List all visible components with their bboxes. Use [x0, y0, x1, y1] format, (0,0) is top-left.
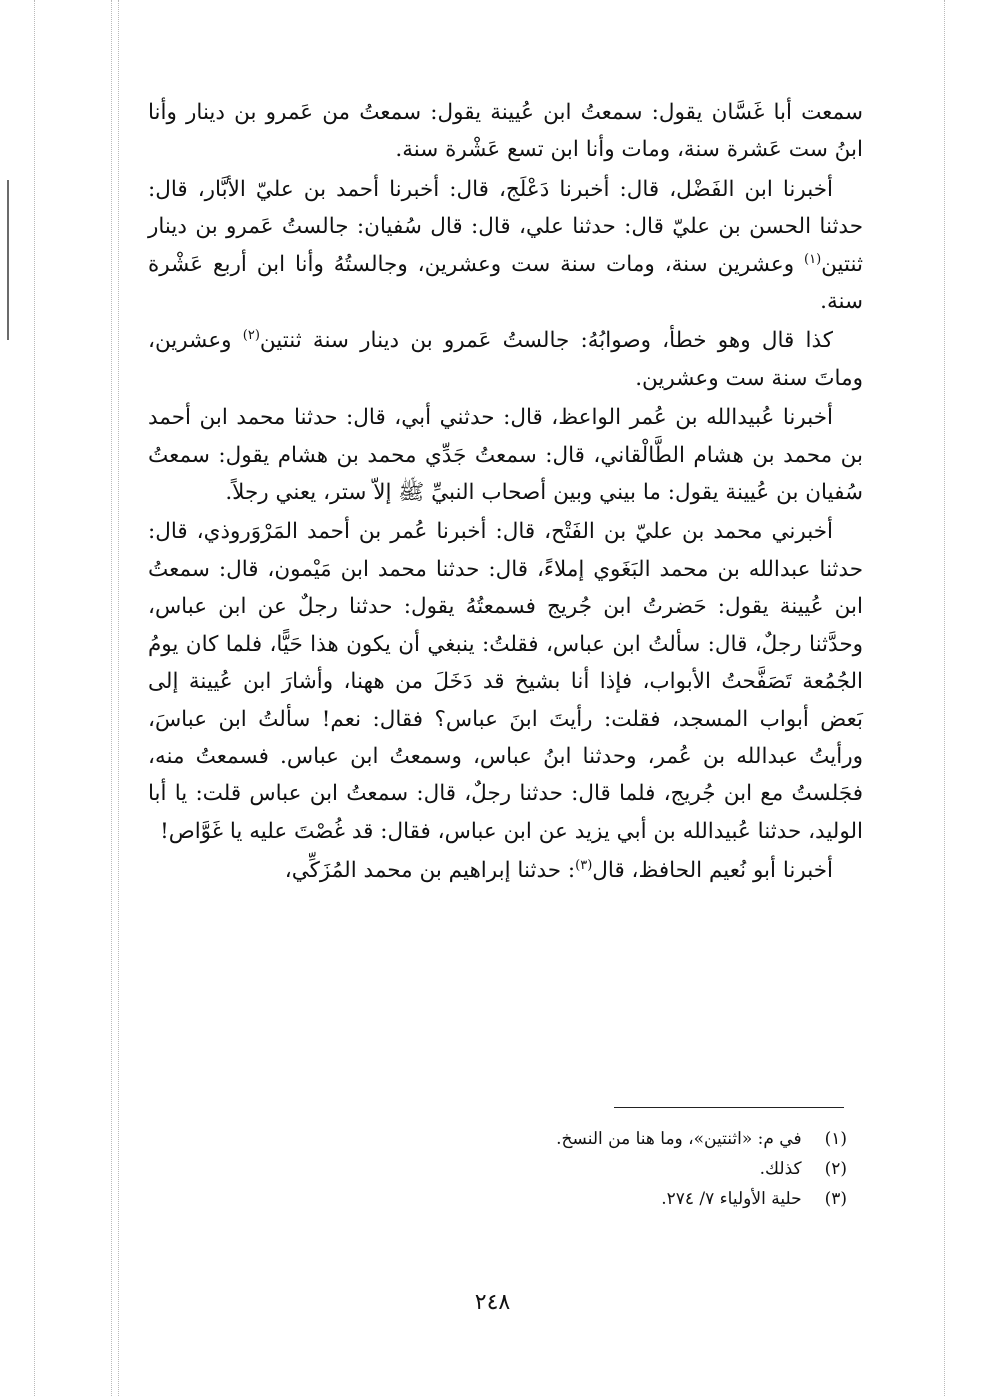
footnote-number: (٢) [824, 1159, 847, 1179]
paragraph [148, 94, 863, 169]
footnote-number: (١) [824, 1129, 847, 1149]
paragraph-text: أخبرنا أبو نُعيم الحافظ، قال [592, 858, 833, 884]
paragraph [148, 322, 863, 397]
paragraph-text: سمعت أبا غَسَّان يقول: سمعتُ ابن عُيينة يقول: سمعتُ من عَمرو بن دينار وأنا ابنُ ست عَشرة سنة، ومات وأنا ابن تسع عَشْرة سنة. [148, 100, 863, 163]
paragraph-text: أخبرنا عُبيدالله بن عُمر الواعظ، قال: حدثني أبي، قال: حدثنا محمد ابن أحمد بن محمد بن هشام الطَّالْقاني، قال: سمعتُ جَدِّي محمد بن هشام يقول: سمعتُ سُفيان بن عُيينة يقول: ما بيني وبين أصحاب النبيِّ ﷺ إلاّ ستر، يعني رجلاً. [148, 405, 863, 506]
footnote-separator [614, 1107, 844, 1108]
scan-guide-line [34, 0, 35, 1396]
page-number: ٢٤٨ [474, 1290, 511, 1315]
paragraph-text: : حدثنا إبراهيم بن محمد المُزَكِّي، [284, 858, 576, 884]
footnote-ref[interactable]: (٢) [242, 328, 260, 344]
footnote-text: كذلك. [759, 1159, 802, 1179]
paragraph [148, 852, 863, 889]
footnote [347, 1184, 847, 1214]
paragraph-text: أخبرني محمد بن عليّ بن الفَتْح، قال: أخبرنا عُمر بن أحمد المَرْوَروذي، قال: حدثنا عبدالله بن محمد البَغَوي إملاءً، قال: حدثنا محمد ابن مَيْمون، قال: سمعتُ ابن عُيينة يقول: حَضرتُ ابن جُريج فسمعتُهُ يقول: حدثنا رجلٌ عن ابن عباس، وحدَّثنا رجلٌ، قال: سألتُ ابن عباس، فقلتُ: ينبغي أن يكون هذا حَيًّا، فلما كان يومُ الجُمُعة تَصَفَّحتُ الأبواب، فإذا أنا بشيخ قد دَخَلَ من ههنا، وأشارَ ابن عُيينة إلى بَعض أبواب المسجد، فقلت: رأيتَ ابنَ عباس؟ فقال: نعم! سألتُ ابن عباسَ، ورأيتُ عبدالله بن عُمر، وحدثنا ابنُ عباس، وسمعتُ ابن عباس. فسمعتُ منه، فجَلستُ مع ابن جُريج، فلما قال: حدثنا رجلٌ، قال: سمعتُ ابن عباس قلت: يا أبا الوليد، حدثنا عُبيدالله بن أبي يزيد عن ابن عباس، فقال: قد غُصْتَ عليه يا غَوَّاص! [148, 519, 863, 844]
scan-guide-line [944, 0, 945, 1396]
footnote-ref[interactable]: (١) [804, 251, 822, 267]
paragraph [148, 171, 863, 321]
footnote-text: في م: «اثنتين»، وما هنا من النسخ. [556, 1129, 802, 1149]
paragraph [148, 399, 863, 511]
footnote-text: حلية الأولياء ٧/ ٢٧٤. [661, 1189, 802, 1209]
scan-guide-line [118, 0, 119, 1396]
footnotes [347, 1124, 847, 1214]
footnote-number: (٣) [824, 1189, 847, 1209]
scan-guide-line [111, 0, 112, 1396]
paragraph-text: وعشرين، وماتَ سنة ست وعشرين. [148, 328, 863, 391]
scan-edge-mark [7, 180, 9, 340]
paragraph-text: أخبرنا ابن الفَضْل، قال: أخبرنا دَعْلَج، قال: أخبرنا أحمد بن عليّ الأبَّار، قال: حدثنا الحسن بن عليّ قال: حدثنا علي، قال: قال سُفيان: جالستُ عَمرو بن دينار ثنتين [148, 176, 863, 277]
page-body [148, 94, 863, 890]
paragraph [148, 513, 863, 850]
paragraph-text: وعشرين سنة، ومات سنة ست وعشرين، وجالستُهُ وأنا ابن أربع عَشْرة سنة. [148, 251, 863, 315]
footnote [347, 1124, 847, 1154]
footnote-ref[interactable]: (٣) [575, 857, 593, 873]
paragraph-text: كذا قال وهو خطأ، وصوابُهُ: جالستُ عَمرو بن دينار سنة ثنتين [259, 328, 833, 354]
footnote [347, 1154, 847, 1184]
